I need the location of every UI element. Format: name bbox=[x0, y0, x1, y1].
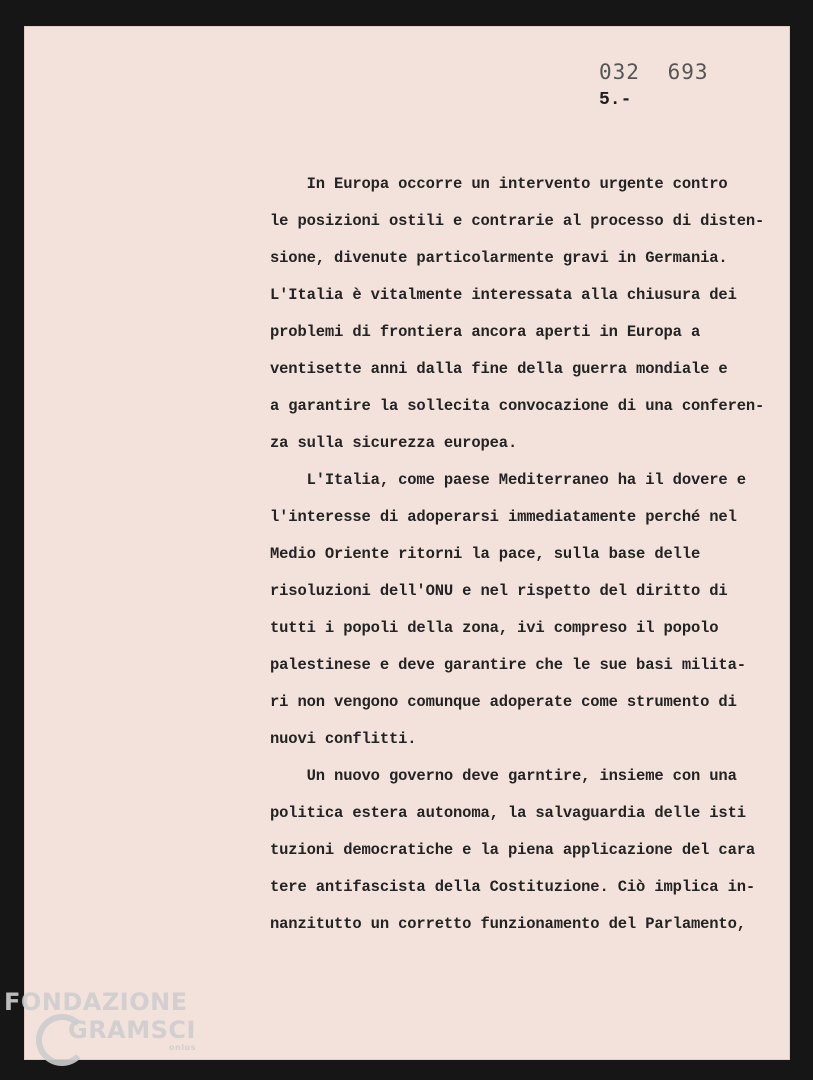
text-line: politica estera autonoma, la salvaguardia delle isti bbox=[270, 804, 746, 822]
text-line: Un nuovo governo deve garntire, insieme con una bbox=[270, 767, 737, 785]
text-line: sione, divenute particolarmente gravi in Germania. bbox=[270, 249, 728, 267]
text-line: le posizioni ostili e contrarie al processo di disten- bbox=[270, 212, 765, 230]
text-line: problemi di frontiera ancora aperti in Europa a bbox=[270, 323, 701, 341]
text-line: nanzitutto un corretto funzionamento del Parlamento, bbox=[270, 915, 746, 933]
page-number: 5.- bbox=[599, 90, 632, 110]
fondazione-gramsci-watermark bbox=[4, 990, 204, 1052]
text-line: risoluzioni dell'ONU e nel rispetto del diritto di bbox=[270, 582, 728, 600]
text-line: za sulla sicurezza europea. bbox=[270, 434, 518, 452]
text-line: In Europa occorre un intervento urgente contro bbox=[270, 175, 728, 193]
text-line: Medio Oriente ritorni la pace, sulla base delle bbox=[270, 545, 701, 563]
text-line: L'Italia è vitalmente interessata alla chiusura dei bbox=[270, 286, 737, 304]
text-line: a garantire la sollecita convocazione di una conferen- bbox=[270, 397, 765, 415]
text-line: palestinese e deve garantire che le sue basi milita- bbox=[270, 656, 746, 674]
text-line: tuzioni democratiche e la piena applicazione del cara bbox=[270, 841, 756, 859]
watermark-line-3: onlus bbox=[169, 1043, 196, 1052]
text-line: ventisette anni dalla fine della guerra mondiale e bbox=[270, 360, 728, 378]
text-line: l'interesse di adoperarsi immediatamente perché nel bbox=[270, 508, 737, 526]
text-line: tere antifascista della Costituzione. Ciò implica in- bbox=[270, 878, 756, 896]
document-page bbox=[24, 26, 790, 1060]
watermark-line-1: FONDAZIONE bbox=[4, 988, 188, 1016]
typewritten-body bbox=[270, 166, 790, 943]
archive-number: 032 693 bbox=[599, 60, 709, 84]
text-line: tutti i popoli della zona, ivi compreso il popolo bbox=[270, 619, 719, 637]
gramsci-logo-icon bbox=[36, 1014, 88, 1066]
text-line: L'Italia, come paese Mediterraneo ha il dovere e bbox=[270, 471, 746, 489]
text-line: ri non vengono comunque adoperate come strumento di bbox=[270, 693, 737, 711]
text-line: nuovi conflitti. bbox=[270, 730, 417, 748]
watermark-line-2: GRAMSCI bbox=[68, 1016, 196, 1044]
